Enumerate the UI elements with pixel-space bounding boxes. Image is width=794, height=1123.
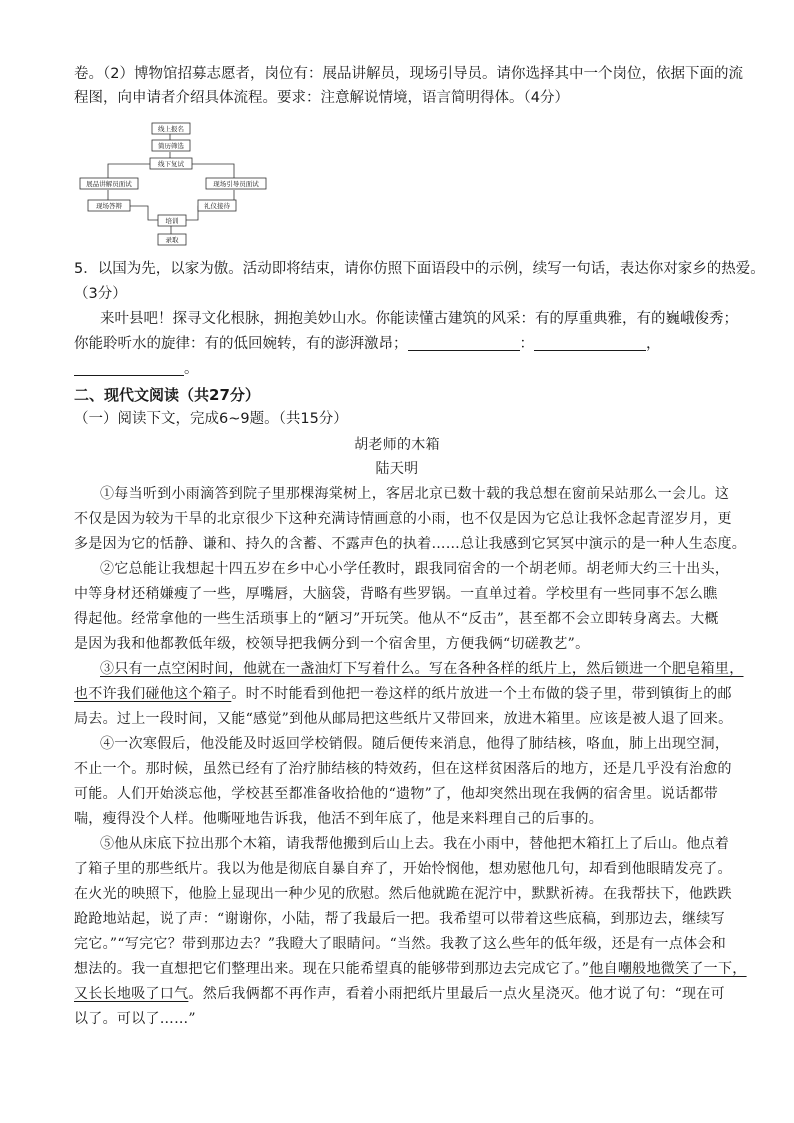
recruitment-flowchart [78, 120, 278, 250]
flow-label: 简历筛选 [158, 142, 184, 150]
answer-blank-1[interactable] [408, 336, 520, 351]
q5-text: 你能聆听水的旋律：有的低回婉转，有的澎湃激昂； [74, 336, 408, 352]
paragraph-3-line: 局去。过上一段时间，又能“感觉”到他从邮局把这些纸片又带回来，放进木箱里。应该是被人退了回来。 [74, 711, 733, 727]
paragraph-5-line [74, 959, 747, 979]
paragraph-3-line [74, 684, 732, 704]
q5-comma: ， [646, 336, 661, 352]
flow-arrow [190, 164, 234, 178]
q5-line-3: 来叶县吧！探寻文化根脉，拥抱美妙山水。你能读懂古建筑的风采：有的厚重典雅，有的巍峨俊秀； [100, 311, 738, 327]
flow-arrow [130, 206, 158, 220]
paragraph-5-line [74, 984, 725, 1004]
section-heading: 二、现代文阅读（共27分） [74, 386, 260, 404]
q5-line-1: 5．以国为先，以家为傲。活动即将结束，请你仿照下面语段中的示例，续写一句话，表达你对家乡的热爱。 [74, 261, 765, 277]
paragraph-1-line: 多是因为它的恬静、谦和、持久的含蓄、不露声色的执着……总让我感到它冥冥中演示的是一种人生态度。 [74, 536, 747, 552]
paragraph-2-line: ②它总能让我想起十四五岁在乡中心小学任教时，跟我同宿舍的一个胡老师。胡老师大约三十出头， [100, 561, 730, 577]
flow-label: 现场引导员面试 [213, 180, 259, 188]
underlined-phrase: 也不许我们碰他这个箱子 [74, 686, 232, 702]
paragraph-4-line: 不止一个。那时候，虽然已经有了治疗肺结核的特效药，但在这样贫困落后的地方，还是几乎没有治愈的 [74, 761, 732, 777]
paragraph-3-line-underlined: ③只有一点空闲时间，他就在一盏油灯下写着什么。写在各种各样的纸片上，然后锁进一个肥皂箱里， [100, 661, 744, 677]
paragraph-text: 想法的。我一直想把它们整理出来。现在只能希望真的能够带到那边去完成它了。” [74, 961, 590, 977]
paragraph-5-line: 完它。”“写完它？带到那边去？”我瞪大了眼睛问。“当然。我教了这么些年的低年级，还是有一点体会和 [74, 936, 727, 952]
paragraph-text: 。时不时能看到他把一卷这样的纸片放进一个土布做的袋子里，带到镇街上的邮 [231, 686, 732, 702]
q4-line-2: 程图，向申请者介绍具体流程。要求：注意解说情境，语言简明得体。（4分） [74, 90, 569, 106]
flow-arrow [108, 164, 150, 178]
section-sub: （一）阅读下文，完成6~9题。（共15分） [74, 411, 348, 427]
paragraph-text: 。然后我俩都不再作声，看着小雨把纸片里最后一点火星浇灭。他才说了句：“现在可 [188, 986, 725, 1002]
paragraph-5-line: 以了。可以了……” [74, 1011, 196, 1027]
paragraph-4-line: 喘，瘦得没个人样。他嘶哑地告诉我，他活不到年底了，他是来料理自己的后事的。 [74, 811, 604, 827]
paragraph-1-line: 不仅是因为较为干旱的北京很少下这种充满诗情画意的小雨，也不仅是因为它总让我怀念起青涩岁月，更 [74, 511, 732, 527]
paragraph-5-line: 跄跄地站起，说了声：“谢谢你，小陆，帮了我最后一把。我希望可以带着这些底稿，到那边去，继续写 [74, 911, 725, 927]
paragraph-1-line: ①每当听到小雨滴答到院子里那棵海棠树上，客居北京已数十载的我总想在窗前呆站那么一会儿。这 [100, 486, 730, 502]
paragraph-2-line: 得起他。经常拿他的一些生活琐事上的“陋习”开玩笑。他从不“反击”，甚至都不会立即转身离去。大概 [74, 611, 719, 627]
flow-label: 现场答辩 [96, 202, 122, 210]
answer-blank-3[interactable] [74, 361, 184, 376]
flow-label: 礼仪接待 [204, 202, 230, 210]
article-title: 胡老师的木箱 [354, 437, 440, 453]
underlined-phrase: 又长长地吸了口气 [74, 986, 189, 1002]
paragraph-5-line: 在火光的映照下，他脸上显现出一种少见的欣慰。然后他就跪在泥泞中，默默祈祷。在我帮扶下，他跌跌 [74, 886, 732, 902]
q5-line-4 [74, 334, 661, 354]
q4-line-1: 卷。（2）博物馆招募志愿者，岗位有：展品讲解员，现场引导员。请你选择其中一个岗位，依据下面的流 [74, 66, 743, 82]
answer-blank-2[interactable] [534, 336, 646, 351]
flow-label: 线上报名 [158, 125, 184, 133]
flow-label: 培训 [165, 217, 179, 225]
article-author: 陆天明 [375, 461, 419, 477]
q5-colon: ： [519, 336, 534, 352]
q5-line-5 [74, 359, 199, 379]
paragraph-4-line: ④一次寒假后，他没能及时返回学校销假。随后便传来消息，他得了肺结核，咯血，肺上出现空洞， [100, 736, 730, 752]
paragraph-5-line: ⑤他从床底下拉出那个木箱，请我帮他搬到后山上去。我在小雨中，替他把木箱扛上了后山。他点着 [100, 836, 730, 852]
paragraph-2-line: 是因为我和他都教低年级，校领导把我俩分到一个宿舍里，方便我俩“切磋教艺”。 [74, 636, 590, 652]
paragraph-2-line: 中等身材还稍嫌瘦了一些，厚嘴唇，大脑袋，背略有些罗锅。一直单过着。学校里有一些同事不怎么瞧 [74, 586, 718, 602]
q5-period: 。 [184, 361, 199, 377]
flow-label: 展品讲解员面试 [86, 180, 132, 188]
flow-label: 线下复试 [158, 160, 184, 168]
flow-label: 录取 [165, 236, 179, 244]
q5-line-2: （3分） [74, 286, 127, 302]
underlined-phrase: 他自嘲般地微笑了一下， [589, 961, 747, 977]
paragraph-5-line: 了箱子里的那些纸片。我以为他是彻底自暴自弃了，开始怜悯他，想劝慰他几句，却看到他眼睛发亮了。 [74, 861, 732, 877]
paragraph-4-line: 可能。人们开始淡忘他，学校甚至都准备收拾他的“遗物”了，他却突然出现在我俩的宿舍里。说话都带 [74, 786, 719, 802]
